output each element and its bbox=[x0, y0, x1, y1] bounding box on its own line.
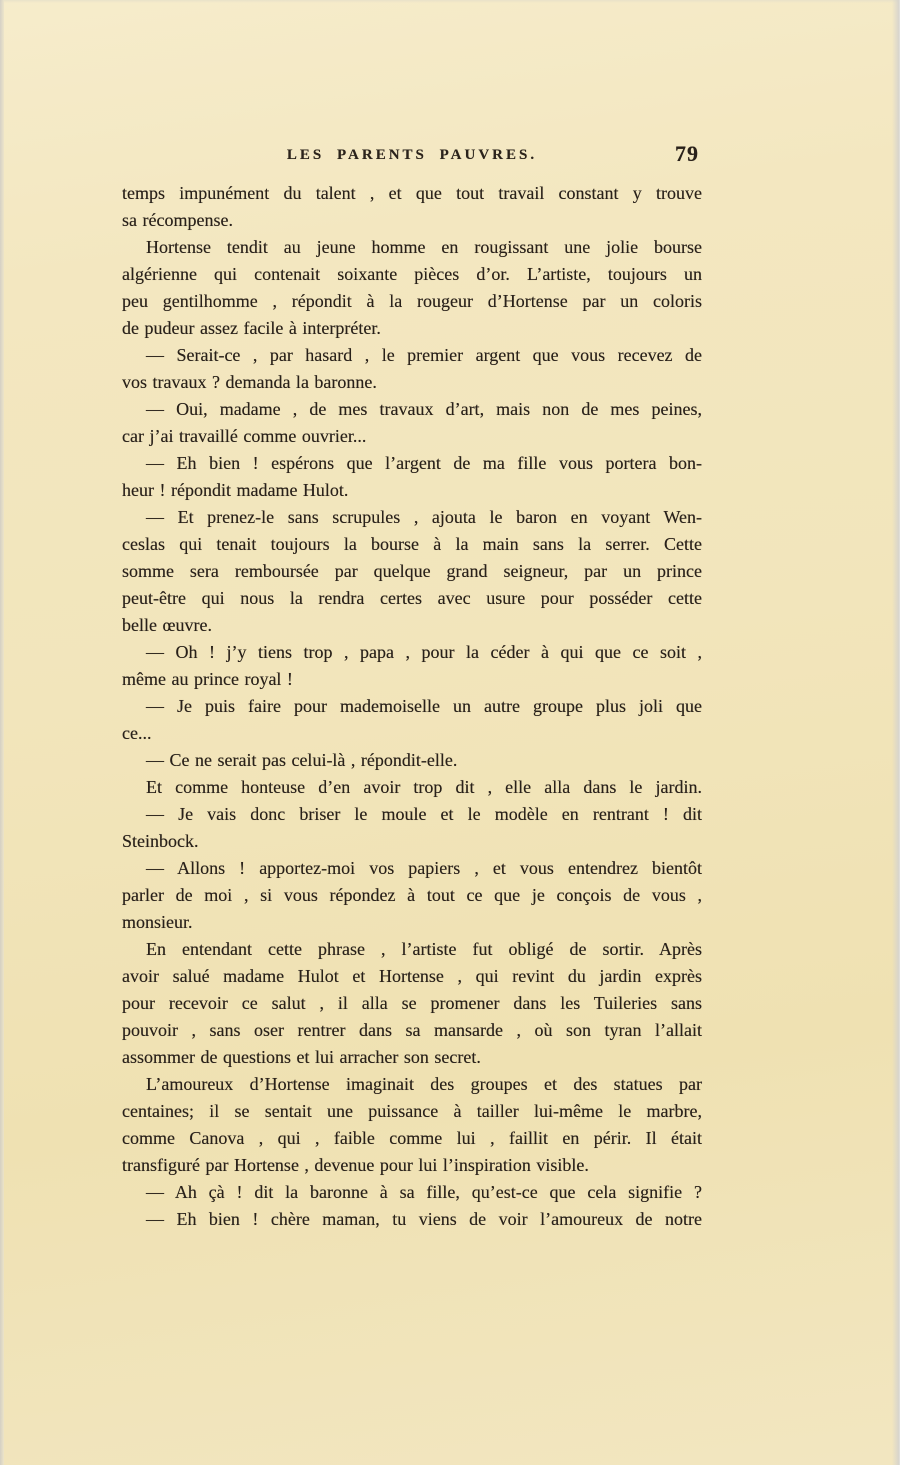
page-edge-top bbox=[0, 0, 900, 3]
text-line: — Ah çà ! dit la baronne à sa fille, qu’est-ce que cela signifie ? bbox=[146, 1182, 702, 1202]
page-edge-right bbox=[892, 0, 900, 1465]
page-edge-left bbox=[0, 0, 4, 1465]
paragraph bbox=[122, 1071, 702, 1179]
paragraph bbox=[122, 450, 702, 504]
paragraph bbox=[122, 1206, 702, 1233]
text-line: peu gentilhomme , répondit à la rougeur d’Hortense par un coloris bbox=[122, 291, 702, 311]
paragraph bbox=[122, 396, 702, 450]
text-line: somme sera remboursée par quelque grand seigneur, par un prince bbox=[122, 561, 702, 581]
text-line: — Eh bien ! espérons que l’argent de ma fille vous portera bon- bbox=[146, 453, 702, 473]
text-line: comme Canova , qui , faible comme lui , faillit en périr. Il était bbox=[122, 1128, 702, 1148]
paragraph bbox=[122, 342, 702, 396]
text-line: — Ce ne serait pas celui-là , répondit-elle. bbox=[146, 750, 458, 770]
text-line: ceslas qui tenait toujours la bourse à la main sans la serrer. Cette bbox=[122, 534, 702, 554]
text-line: car j’ai travaillé comme ouvrier... bbox=[122, 426, 367, 446]
text-line: peut-être qui nous la rendra certes avec usure pour posséder cette bbox=[122, 588, 702, 608]
text-line: L’amoureux d’Hortense imaginait des groupes et des statues par bbox=[146, 1074, 702, 1094]
text-line: — Serait-ce , par hasard , le premier argent que vous recevez de bbox=[146, 345, 702, 365]
text-line: — Oui, madame , de mes travaux d’art, mais non de mes peines, bbox=[146, 399, 702, 419]
paragraph bbox=[122, 801, 702, 855]
text-line: sa récompense. bbox=[122, 210, 233, 230]
text-line: belle œuvre. bbox=[122, 615, 212, 635]
paragraph bbox=[122, 1179, 702, 1206]
text-line: avoir salué madame Hulot et Hortense , qui revint du jardin exprès bbox=[122, 966, 702, 986]
text-line: pour recevoir ce salut , il alla se promener dans les Tuileries sans bbox=[122, 993, 702, 1013]
text-line: En entendant cette phrase , l’artiste fut obligé de sortir. Après bbox=[146, 939, 702, 959]
text-line: centaines; il se sentait une puissance à tailler lui-même le marbre, bbox=[122, 1101, 702, 1121]
text-line: ce... bbox=[122, 723, 152, 743]
text-line: assommer de questions et lui arracher son secret. bbox=[122, 1047, 481, 1067]
page-content bbox=[122, 141, 702, 1233]
text-line: algérienne qui contenait soixante pièces d’or. L’artiste, toujours un bbox=[122, 264, 702, 284]
page-number: 79 bbox=[675, 141, 699, 166]
text-line: Et comme honteuse d’en avoir trop dit , elle alla dans le jardin. bbox=[146, 777, 702, 797]
text-line: Hortense tendit au jeune homme en rougissant une jolie bourse bbox=[146, 237, 702, 257]
text-line: monsieur. bbox=[122, 912, 193, 932]
paragraph bbox=[122, 234, 702, 342]
paragraph bbox=[122, 180, 702, 234]
paragraph bbox=[122, 504, 702, 639]
text-line: heur ! répondit madame Hulot. bbox=[122, 480, 349, 500]
running-header-title: LES PARENTS PAUVRES. bbox=[286, 147, 538, 163]
paragraph bbox=[122, 774, 702, 801]
text-line: — Je puis faire pour mademoiselle un autre groupe plus joli que bbox=[146, 696, 702, 716]
text-block bbox=[122, 180, 702, 1233]
text-line: — Oh ! j’y tiens trop , papa , pour la céder à qui que ce soit , bbox=[146, 642, 702, 662]
paragraph bbox=[122, 747, 702, 774]
text-line: transfiguré par Hortense , devenue pour lui l’inspiration visible. bbox=[122, 1155, 589, 1175]
paragraph bbox=[122, 693, 702, 747]
text-line: — Eh bien ! chère maman, tu viens de voir l’amoureux de notre bbox=[146, 1209, 702, 1229]
text-line: pouvoir , sans oser rentrer dans sa mansarde , où son tyran l’allait bbox=[122, 1020, 702, 1040]
paragraph bbox=[122, 936, 702, 1071]
text-line: — Je vais donc briser le moule et le modèle en rentrant ! dit bbox=[146, 804, 702, 824]
paragraph bbox=[122, 855, 702, 936]
text-line: — Allons ! apportez-moi vos papiers , et vous entendrez bientôt bbox=[146, 858, 702, 878]
text-line: même au prince royal ! bbox=[122, 669, 293, 689]
text-line: vos travaux ? demanda la baronne. bbox=[122, 372, 377, 392]
text-line: parler de moi , si vous répondez à tout ce que je conçois de vous , bbox=[122, 885, 702, 905]
text-line: Steinbock. bbox=[122, 831, 199, 851]
text-line: — Et prenez-le sans scrupules , ajouta le baron en voyant Wen- bbox=[146, 507, 702, 527]
text-line: temps impunément du talent , et que tout travail constant y trouve bbox=[122, 183, 702, 203]
running-header bbox=[122, 141, 702, 170]
text-line: de pudeur assez facile à interpréter. bbox=[122, 318, 381, 338]
paragraph bbox=[122, 639, 702, 693]
